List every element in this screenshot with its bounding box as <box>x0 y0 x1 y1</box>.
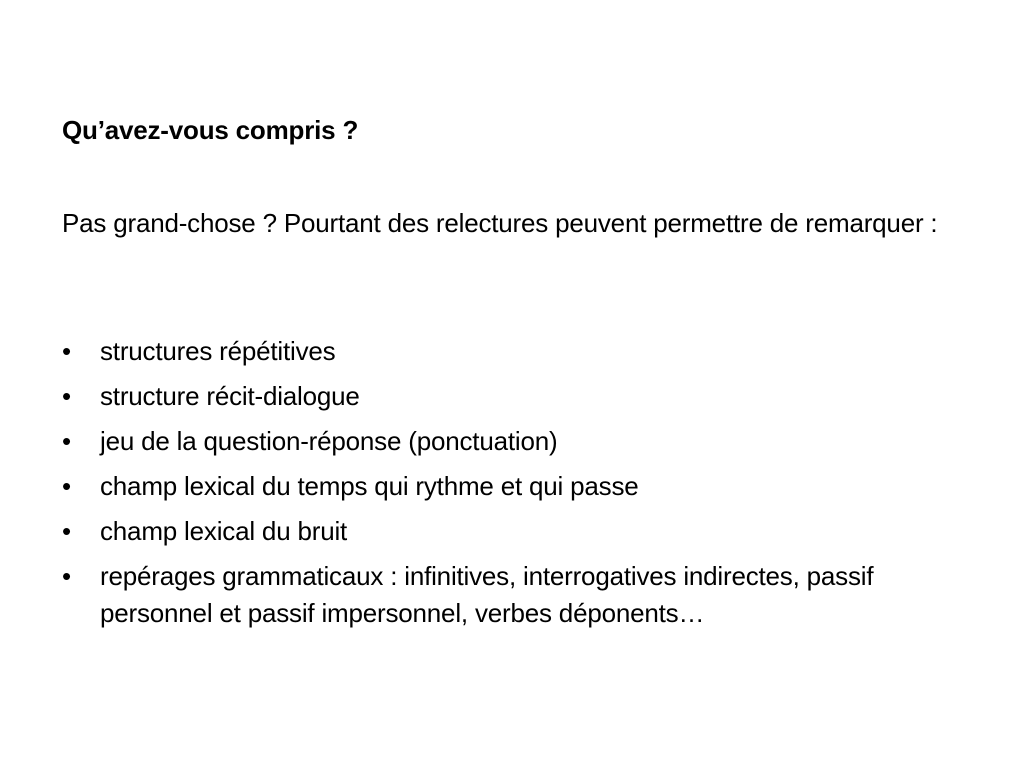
bullet-icon: • <box>62 381 71 411</box>
bullet-text: repérages grammaticaux : infinitives, interrogatives indirectes, passif personnel et passif impersonnel, verbes déponents… <box>100 561 874 628</box>
bullet-item <box>62 468 962 505</box>
bullet-text: champ lexical du temps qui rythme et qui passe <box>100 471 639 501</box>
bullet-text: champ lexical du bruit <box>100 516 348 546</box>
bullet-item <box>62 423 962 460</box>
bullet-text: jeu de la question-réponse (ponctuation) <box>100 426 558 456</box>
bullet-list <box>62 333 962 640</box>
bullet-icon: • <box>62 471 71 501</box>
bullet-text: structures répétitives <box>100 336 336 366</box>
bullet-item <box>62 378 962 415</box>
intro-paragraph: Pas grand-chose ? Pourtant des relectures peuvent permettre de remarquer : <box>62 208 938 238</box>
bullet-item <box>62 558 962 632</box>
bullet-icon: • <box>62 336 71 366</box>
bullet-item <box>62 333 962 370</box>
bullet-text: structure récit-dialogue <box>100 381 360 411</box>
bullet-item <box>62 513 962 550</box>
bullet-icon: • <box>62 561 71 591</box>
bullet-icon: • <box>62 516 71 546</box>
slide-heading: Qu’avez-vous compris ? <box>62 115 359 145</box>
bullet-icon: • <box>62 426 71 456</box>
